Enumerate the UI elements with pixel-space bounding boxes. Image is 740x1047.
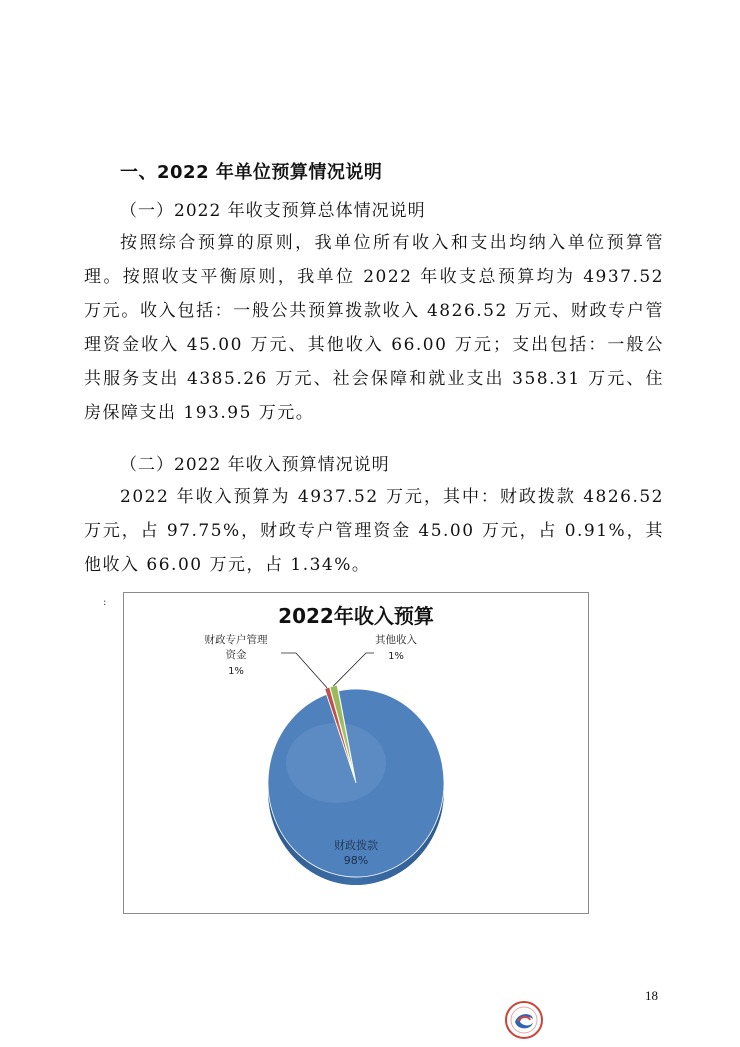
small-mark: : (103, 597, 107, 608)
leader-line-2 (333, 653, 374, 686)
slice-label-0: 财政拨款 (334, 839, 378, 852)
section1-title: （一）2022 年收支预算总体情况说明 (120, 201, 426, 221)
section2-paragraph: 2022 年收入预算为 4937.52 万元，其中：财政拨款 4826.52 万元，占 97.75%，财政专户管理资金 45.00 万元，占 0.91%，其他收入 66.00 万元，占 1.34%。 (84, 487, 664, 575)
section1-paragraph: 按照综合预算的原则，我单位所有收入和支出均纳入单位预算管理。按照收支平衡原则，我单位 2022 年收支总预算均为 4937.52 万元。收入包括：一般公共预算拨款收入 4826.52 万元、财政专户管理资金收入 45.00 万元、其他收入 66.00 万元；支出包括：一般公共服务支出 4385.26 万元、社会保障和就业支出 358.31 万元、住房保障支出 193.95 万元。 (84, 233, 664, 423)
slice-percent-0: 98% (343, 854, 369, 867)
slice-label-1: 资金 (225, 649, 247, 661)
slice-label-2: 其他收入 (375, 634, 417, 646)
heading-unit-budget: 一、2022 年单位预算情况说明 (120, 162, 383, 183)
section2-title: （二）2022 年收入预算情况说明 (120, 455, 390, 475)
pie-chart (124, 593, 588, 913)
leader-line-1 (281, 653, 327, 688)
pie-highlight (286, 723, 386, 803)
emblem-logo (502, 1000, 546, 1040)
slice-label-1: 财政专户管理 (204, 634, 268, 646)
pie-chart-frame (123, 592, 589, 914)
slice-percent-1: 1% (228, 666, 244, 677)
page-number: 18 (645, 988, 658, 1003)
chart-title: 2022年收入预算 (278, 604, 434, 628)
slice-percent-2: 1% (388, 651, 404, 662)
